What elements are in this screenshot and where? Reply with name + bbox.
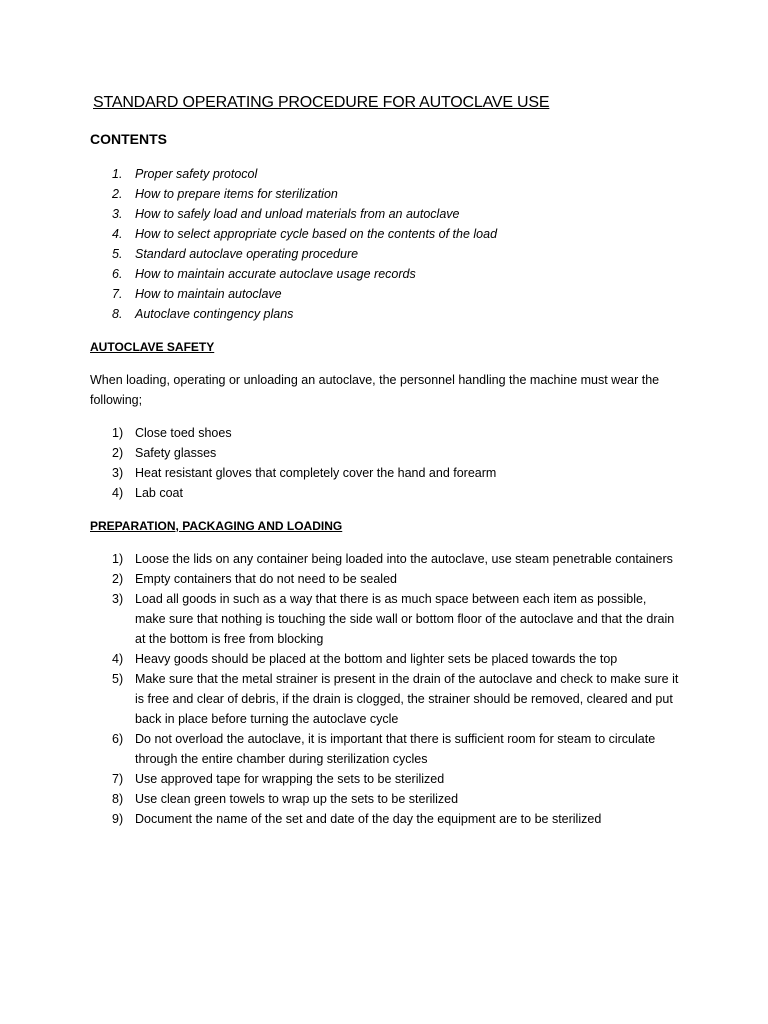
contents-item-number: 7.: [112, 287, 123, 301]
contents-item-text: Proper safety protocol: [135, 167, 258, 181]
preparation-heading: PREPARATION, PACKAGING AND LOADING: [90, 519, 343, 533]
list-item-text: Loose the lids on any container being loaded into the autoclave, use steam penetrable containers: [135, 552, 673, 566]
list-item-text: Do not overload the autoclave, it is important that there is sufficient room for steam to circulate through the entire chamber during sterilization cycles: [135, 732, 656, 766]
contents-item: [0, 164, 497, 184]
list-item-number: 9): [112, 812, 124, 826]
list-item-number: 4): [112, 486, 124, 500]
list-item: [0, 569, 680, 589]
contents-item-number: 5.: [112, 247, 123, 261]
contents-item-number: 6.: [112, 267, 123, 281]
list-item: [0, 463, 680, 483]
list-item: [0, 423, 680, 443]
contents-item-text: Autoclave contingency plans: [135, 307, 294, 321]
list-item-number: 7): [112, 772, 124, 786]
contents-item-text: Standard autoclave operating procedure: [135, 247, 359, 261]
list-item-text: Use clean green towels to wrap up the sets to be sterilized: [135, 792, 459, 806]
list-item-number: 1): [112, 426, 124, 440]
list-item-text: Make sure that the metal strainer is present in the drain of the autoclave and check to make sure it is free and clear of debris, if the drain is clogged, the strainer should be removed, cleared and put back in place before turning the autoclave cycle: [135, 672, 679, 726]
contents-item-number: 3.: [112, 207, 123, 221]
contents-item-number: 4.: [112, 227, 123, 241]
contents-item-text: How to maintain accurate autoclave usage records: [135, 267, 416, 281]
contents-item: [0, 264, 497, 284]
safety-list: [0, 423, 680, 503]
list-item: [0, 809, 680, 829]
contents-heading: CONTENTS: [90, 131, 167, 147]
list-item-number: 8): [112, 792, 124, 806]
contents-item-number: 2.: [112, 187, 123, 201]
document-title: STANDARD OPERATING PROCEDURE FOR AUTOCLAVE USE: [93, 94, 550, 111]
contents-item: [0, 184, 497, 204]
safety-heading: AUTOCLAVE SAFETY: [90, 340, 215, 354]
list-item: [0, 483, 680, 503]
contents-item-text: How to safely load and unload materials from an autoclave: [135, 207, 460, 221]
list-item: [0, 789, 680, 809]
list-item: [0, 729, 680, 769]
list-item-number: 1): [112, 552, 124, 566]
list-item: [0, 443, 680, 463]
list-item-number: 5): [112, 672, 124, 686]
contents-item-text: How to prepare items for sterilization: [135, 187, 338, 201]
list-item: [0, 589, 680, 649]
list-item-text: Safety glasses: [135, 446, 217, 460]
list-item: [0, 669, 680, 729]
contents-item: [0, 204, 497, 224]
list-item: [0, 549, 680, 569]
list-item-number: 2): [112, 572, 124, 586]
list-item-text: Load all goods in such as a way that there is as much space between each item as possible, make sure that nothing is touching the side wall or bottom floor of the autoclave and that the drain at the bottom is free from blocking: [135, 592, 675, 646]
contents-item-text: How to select appropriate cycle based on the contents of the load: [135, 227, 498, 241]
safety-intro: When loading, operating or unloading an autoclave, the personnel handling the machine must wear the following;: [90, 373, 660, 407]
list-item-number: 3): [112, 466, 124, 480]
list-item-number: 4): [112, 652, 124, 666]
contents-item: [0, 244, 497, 264]
list-item-text: Heavy goods should be placed at the bottom and lighter sets be placed towards the top: [135, 652, 618, 666]
list-item-number: 2): [112, 446, 124, 460]
list-item-text: Lab coat: [135, 486, 183, 500]
list-item-text: Empty containers that do not need to be sealed: [135, 572, 397, 586]
list-item-number: 6): [112, 732, 124, 746]
contents-list: [0, 164, 497, 324]
contents-item-number: 1.: [112, 167, 123, 181]
list-item-text: Document the name of the set and date of the day the equipment are to be sterilized: [135, 812, 602, 826]
list-item-text: Use approved tape for wrapping the sets to be sterilized: [135, 772, 445, 786]
contents-item-number: 8.: [112, 307, 123, 321]
contents-item-text: How to maintain autoclave: [135, 287, 282, 301]
list-item: [0, 769, 680, 789]
list-item: [0, 649, 680, 669]
list-item-number: 3): [112, 592, 124, 606]
list-item-text: Heat resistant gloves that completely cover the hand and forearm: [135, 466, 497, 480]
preparation-list: [0, 549, 680, 829]
contents-item: [0, 304, 497, 324]
contents-item: [0, 284, 497, 304]
contents-item: [0, 224, 497, 244]
list-item-text: Close toed shoes: [135, 426, 232, 440]
